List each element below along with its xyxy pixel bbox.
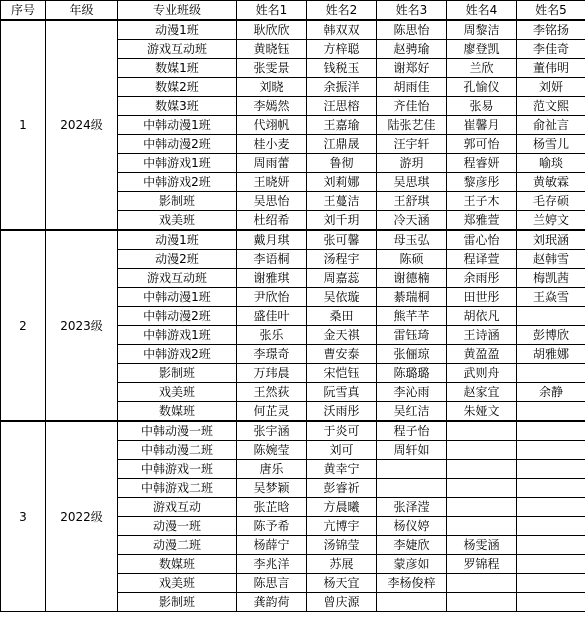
name1-cell: 张芷晗 [237, 498, 307, 517]
class-cell: 戏美班 [118, 383, 237, 402]
name5-cell: 李铭扬 [517, 20, 585, 40]
class-cell: 影制班 [118, 192, 237, 211]
name1-cell: 张宇涵 [237, 421, 307, 441]
name3-cell [377, 593, 447, 612]
name4-cell: 雷心怡 [447, 230, 517, 250]
name5-cell: 王焱雪 [517, 288, 585, 307]
name2-cell: 亢博宇 [307, 517, 377, 536]
name5-cell [517, 593, 585, 612]
name3-cell: 游玥 [377, 154, 447, 173]
class-cell: 中韩游戏1班 [118, 326, 237, 345]
name1-cell: 陈婉莹 [237, 441, 307, 460]
name5-cell [517, 460, 585, 479]
name5-cell [517, 517, 585, 536]
name2-cell: 宋恺钰 [307, 364, 377, 383]
name3-cell: 陈思怡 [377, 20, 447, 40]
header-class: 专业班级 [118, 1, 237, 21]
name5-cell: 喻琰 [517, 154, 585, 173]
name2-cell: 周嘉蕊 [307, 269, 377, 288]
name2-cell: 黄幸宁 [307, 460, 377, 479]
name3-cell: 赵骋瑜 [377, 40, 447, 59]
name1-cell: 王然荻 [237, 383, 307, 402]
name2-cell: 沃雨彤 [307, 402, 377, 422]
name5-cell: 刘珉涵 [517, 230, 585, 250]
name2-cell: 方梓聪 [307, 40, 377, 59]
name1-cell: 桂小麦 [237, 135, 307, 154]
name3-cell: 蒙彦如 [377, 555, 447, 574]
name3-cell: 张俪琼 [377, 345, 447, 364]
class-cell: 动漫1班 [118, 20, 237, 40]
class-cell: 中韩游戏2班 [118, 345, 237, 364]
class-cell: 游戏互动 [118, 498, 237, 517]
class-cell: 中韩游戏1班 [118, 154, 237, 173]
class-cell: 中韩游戏一班 [118, 460, 237, 479]
name1-cell: 吴思怡 [237, 192, 307, 211]
class-cell: 游戏互动班 [118, 269, 237, 288]
class-cell: 中韩动漫一班 [118, 421, 237, 441]
name4-cell: 廖登凯 [447, 40, 517, 59]
name1-cell: 陈思言 [237, 574, 307, 593]
name4-cell: 王子木 [447, 192, 517, 211]
name4-cell: 赵家宜 [447, 383, 517, 402]
header-row [1, 1, 585, 21]
name5-cell: 刘妍 [517, 78, 585, 97]
name4-cell: 余雨彤 [447, 269, 517, 288]
grade-cell: 2022级 [46, 421, 118, 612]
name1-cell: 何芷灵 [237, 402, 307, 422]
name5-cell [517, 574, 585, 593]
name4-cell [447, 479, 517, 498]
name3-cell [377, 460, 447, 479]
name1-cell: 周雨蕾 [237, 154, 307, 173]
name5-cell [517, 479, 585, 498]
name5-cell [517, 364, 585, 383]
name5-cell [517, 536, 585, 555]
class-cell: 中韩动漫二班 [118, 441, 237, 460]
name2-cell: 韩双双 [307, 20, 377, 40]
name3-cell: 陈硕 [377, 250, 447, 269]
name1-cell: 万玮晨 [237, 364, 307, 383]
name2-cell: 汤程宇 [307, 250, 377, 269]
class-cell: 中韩动漫1班 [118, 288, 237, 307]
name4-cell: 胡依凡 [447, 307, 517, 326]
class-cell: 中韩游戏2班 [118, 173, 237, 192]
class-cell: 动漫二班 [118, 536, 237, 555]
name2-cell: 于炎可 [307, 421, 377, 441]
name4-cell: 黄盈盈 [447, 345, 517, 364]
name1-cell: 吴梦颖 [237, 479, 307, 498]
name2-cell: 江鼎晟 [307, 135, 377, 154]
name3-cell: 周轩如 [377, 441, 447, 460]
name3-cell: 程子怡 [377, 421, 447, 441]
name2-cell: 汪思榕 [307, 97, 377, 116]
class-cell: 动漫一班 [118, 517, 237, 536]
name4-cell [447, 593, 517, 612]
class-cell: 中韩游戏二班 [118, 479, 237, 498]
name1-cell: 杨薛宁 [237, 536, 307, 555]
name2-cell: 汤锦莹 [307, 536, 377, 555]
name5-cell [517, 307, 585, 326]
header-seq: 序号 [1, 1, 46, 21]
class-cell: 数媒1班 [118, 59, 237, 78]
name3-cell: 谢郑好 [377, 59, 447, 78]
name3-cell: 陆张艺佳 [377, 116, 447, 135]
class-cell: 中韩动漫2班 [118, 307, 237, 326]
name5-cell: 彭博欣 [517, 326, 585, 345]
name2-cell: 杨天宜 [307, 574, 377, 593]
class-cell: 中韩动漫1班 [118, 116, 237, 135]
name3-cell: 杨仪婷 [377, 517, 447, 536]
name3-cell: 张泽滢 [377, 498, 447, 517]
name2-cell: 刘莉娜 [307, 173, 377, 192]
name4-cell: 郑雅萱 [447, 211, 517, 231]
name1-cell: 龚韵荷 [237, 593, 307, 612]
name4-cell: 王诗涵 [447, 326, 517, 345]
table-row [1, 230, 585, 250]
table-row [1, 20, 585, 40]
name2-cell: 桑田 [307, 307, 377, 326]
class-cell: 影制班 [118, 364, 237, 383]
name1-cell: 耿欣欣 [237, 20, 307, 40]
class-cell: 影制班 [118, 593, 237, 612]
name5-cell: 毛存硕 [517, 192, 585, 211]
name1-cell: 王晓妍 [237, 173, 307, 192]
name4-cell: 程睿妍 [447, 154, 517, 173]
name5-cell [517, 441, 585, 460]
name4-cell: 黎彦彤 [447, 173, 517, 192]
class-cell: 数媒2班 [118, 78, 237, 97]
name4-cell [447, 441, 517, 460]
name2-cell: 张可馨 [307, 230, 377, 250]
name1-cell: 李嫣然 [237, 97, 307, 116]
name4-cell [447, 498, 517, 517]
name5-cell: 赵韩雪 [517, 250, 585, 269]
name4-cell: 武则舟 [447, 364, 517, 383]
name2-cell: 苏展 [307, 555, 377, 574]
name3-cell: 雷钰琦 [377, 326, 447, 345]
name4-cell [447, 517, 517, 536]
name3-cell: 熊芊芊 [377, 307, 447, 326]
class-cell: 动漫2班 [118, 250, 237, 269]
grade-cell: 2023级 [46, 230, 118, 421]
name4-cell: 崔馨月 [447, 116, 517, 135]
name1-cell: 李语桐 [237, 250, 307, 269]
name3-cell: 陈璐璐 [377, 364, 447, 383]
header-name1: 姓名1 [237, 1, 307, 21]
name4-cell: 杨雯涵 [447, 536, 517, 555]
name1-cell: 刘晓 [237, 78, 307, 97]
name3-cell: 母玉弘 [377, 230, 447, 250]
name1-cell: 代翊帆 [237, 116, 307, 135]
header-name4: 姓名4 [447, 1, 517, 21]
name3-cell: 王舒琪 [377, 192, 447, 211]
name2-cell: 阮雪真 [307, 383, 377, 402]
name3-cell [377, 479, 447, 498]
name3-cell: 汪宇轩 [377, 135, 447, 154]
name4-cell: 孔愉仪 [447, 78, 517, 97]
name2-cell: 曾庆源 [307, 593, 377, 612]
name4-cell: 朱娅文 [447, 402, 517, 422]
name1-cell: 李璟奇 [237, 345, 307, 364]
seq-cell: 3 [1, 421, 46, 612]
name3-cell: 吴思琪 [377, 173, 447, 192]
name5-cell: 董伟明 [517, 59, 585, 78]
name3-cell: 綦瑞桐 [377, 288, 447, 307]
name1-cell: 黄晓钰 [237, 40, 307, 59]
grade-cell: 2024级 [46, 20, 118, 230]
name3-cell: 李婕欣 [377, 536, 447, 555]
name1-cell: 盛佳叶 [237, 307, 307, 326]
name5-cell: 兰婷文 [517, 211, 585, 231]
name1-cell: 李兆洋 [237, 555, 307, 574]
header-grade: 年级 [46, 1, 118, 21]
name5-cell: 胡雅娜 [517, 345, 585, 364]
name4-cell: 张易 [447, 97, 517, 116]
name3-cell: 李沁雨 [377, 383, 447, 402]
header-name2: 姓名2 [307, 1, 377, 21]
name2-cell: 鲁彻 [307, 154, 377, 173]
name4-cell [447, 460, 517, 479]
name1-cell: 尹欣怡 [237, 288, 307, 307]
name3-cell: 谢德楠 [377, 269, 447, 288]
name5-cell: 俞祉言 [517, 116, 585, 135]
name2-cell: 吴依璇 [307, 288, 377, 307]
name1-cell: 张乐 [237, 326, 307, 345]
name4-cell: 郭可怡 [447, 135, 517, 154]
class-cell: 戏美班 [118, 211, 237, 231]
class-cell: 动漫1班 [118, 230, 237, 250]
name4-cell [447, 421, 517, 441]
name3-cell: 胡雨佳 [377, 78, 447, 97]
name2-cell: 刘可 [307, 441, 377, 460]
table-body [1, 1, 585, 612]
name5-cell [517, 421, 585, 441]
class-cell: 戏美班 [118, 574, 237, 593]
name5-cell: 梅凯茜 [517, 269, 585, 288]
table-row [1, 421, 585, 441]
name1-cell: 陈予希 [237, 517, 307, 536]
name3-cell: 齐佳怡 [377, 97, 447, 116]
header-name5: 姓名5 [517, 1, 585, 21]
name2-cell: 王蔓洁 [307, 192, 377, 211]
name5-cell: 黄敏霖 [517, 173, 585, 192]
name1-cell: 张雯景 [237, 59, 307, 78]
name4-cell [447, 574, 517, 593]
name3-cell: 吴红洁 [377, 402, 447, 422]
name1-cell: 谢雅琪 [237, 269, 307, 288]
name5-cell [517, 555, 585, 574]
name5-cell: 杨雪儿 [517, 135, 585, 154]
name1-cell: 唐乐 [237, 460, 307, 479]
class-cell: 游戏互动班 [118, 40, 237, 59]
name3-cell: 李杨俊梓 [377, 574, 447, 593]
name2-cell: 钱税玉 [307, 59, 377, 78]
name2-cell: 余振洋 [307, 78, 377, 97]
class-cell: 数媒班 [118, 555, 237, 574]
name5-cell [517, 402, 585, 422]
header-name3: 姓名3 [377, 1, 447, 21]
name2-cell: 王嘉瑜 [307, 116, 377, 135]
name2-cell: 刘千玥 [307, 211, 377, 231]
class-cell: 数媒班 [118, 402, 237, 422]
name2-cell: 金天祺 [307, 326, 377, 345]
class-cell: 数媒3班 [118, 97, 237, 116]
name5-cell: 李佳奇 [517, 40, 585, 59]
name4-cell: 程译萱 [447, 250, 517, 269]
name5-cell: 余静 [517, 383, 585, 402]
name5-cell [517, 498, 585, 517]
name1-cell: 杜绍希 [237, 211, 307, 231]
name4-cell: 田世彤 [447, 288, 517, 307]
seq-cell: 2 [1, 230, 46, 421]
class-cell: 中韩动漫2班 [118, 135, 237, 154]
name4-cell: 兰欣 [447, 59, 517, 78]
name4-cell: 周黎洁 [447, 20, 517, 40]
seq-cell: 1 [1, 20, 46, 230]
name4-cell: 罗锦程 [447, 555, 517, 574]
name5-cell: 范文熙 [517, 97, 585, 116]
name2-cell: 彭睿祈 [307, 479, 377, 498]
name2-cell: 方晨曦 [307, 498, 377, 517]
name1-cell: 戴月琪 [237, 230, 307, 250]
name3-cell: 冷天涵 [377, 211, 447, 231]
name2-cell: 曹安泰 [307, 345, 377, 364]
